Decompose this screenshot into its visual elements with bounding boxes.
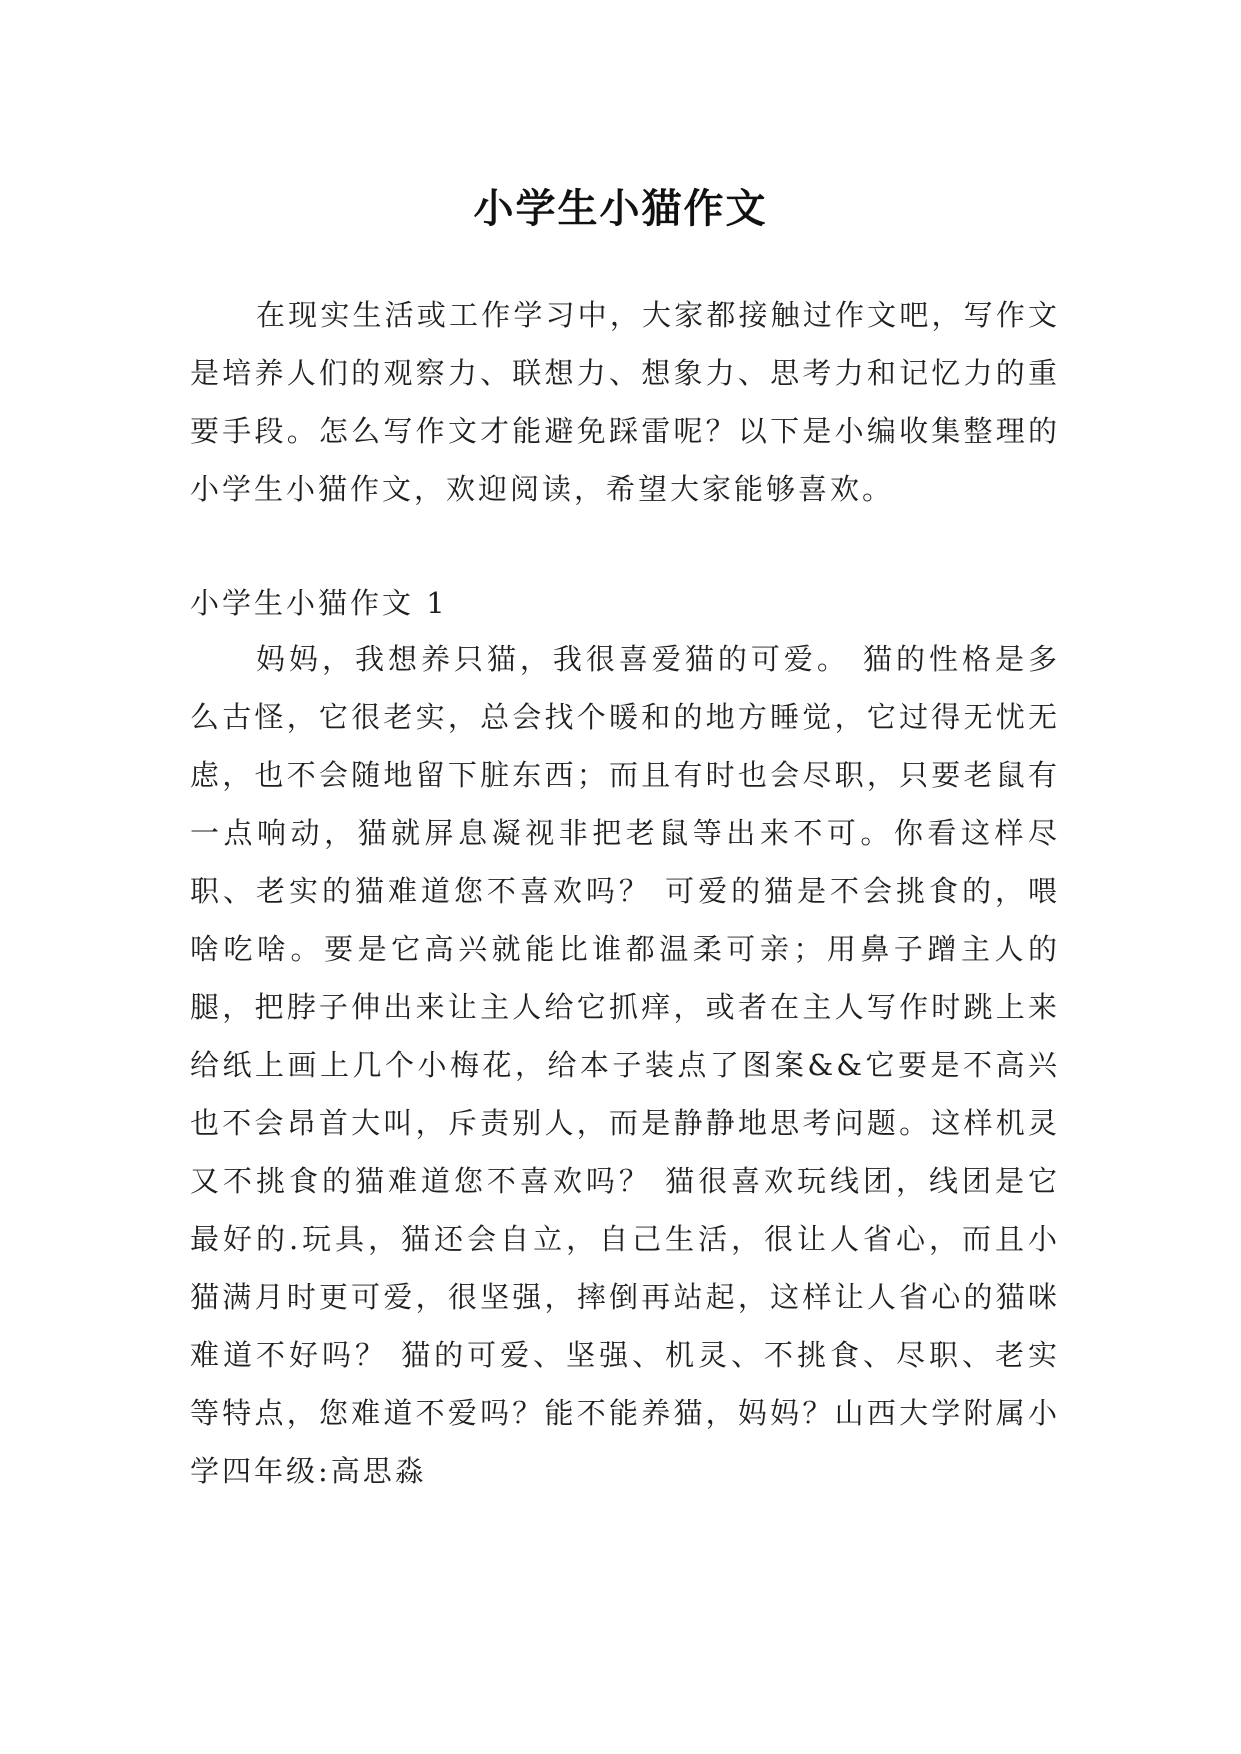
intro-paragraph: 在现实生活或工作学习中，大家都接触过作文吧，写作文是培养人们的观察力、联想力、想象力、思考力和记忆力的重要手段。怎么写作文才能避免踩雷呢？以下是小编收集整理的小学生小猫作文，欢迎阅读，希望大家能够喜欢。 bbox=[190, 298, 1060, 506]
section-body-paragraph: 妈妈，我想养只猫，我很喜爱猫的可爱。 猫的性格是多么古怪，它很老实，总会找个暖和的地方睡觉，它过得无忧无虑，也不会随地留下脏东西；而且有时也会尽职，只要老鼠有一点响动，猫就屏息凝视非把老鼠等出来不可。你看这样尽职、老实的猫难道您不喜欢吗？ 可爱的猫是不会挑食的，喂啥吃啥。要是它高兴就能比谁都温柔可亲；用鼻子蹭主人的腿，把脖子伸出来让主人给它抓痒，或者在主人写作时跳上来给纸上画上几个小梅花，给本子装点了图案&&它要是不高兴也不会昂首大叫，斥责别人，而是静静地思考问题。这样机灵又不挑食的猫难道您不喜欢吗？ 猫很喜欢玩线团，线团是它最好的.玩具，猫还会自立，自己生活，很让人省心，而且小猫满月时更可爱，很坚强，摔倒再站起，这样让人省心的猫咪难道不好吗？ 猫的可爱、坚强、机灵、不挑食、尽职、老实等特点，您难道不爱吗？能不能养猫，妈妈？山西大学附属小学四年级:高思淼 bbox=[190, 642, 1060, 1488]
document-title: 小学生小猫作文 bbox=[473, 184, 768, 232]
section-heading: 小学生小猫作文 1 bbox=[190, 586, 448, 620]
